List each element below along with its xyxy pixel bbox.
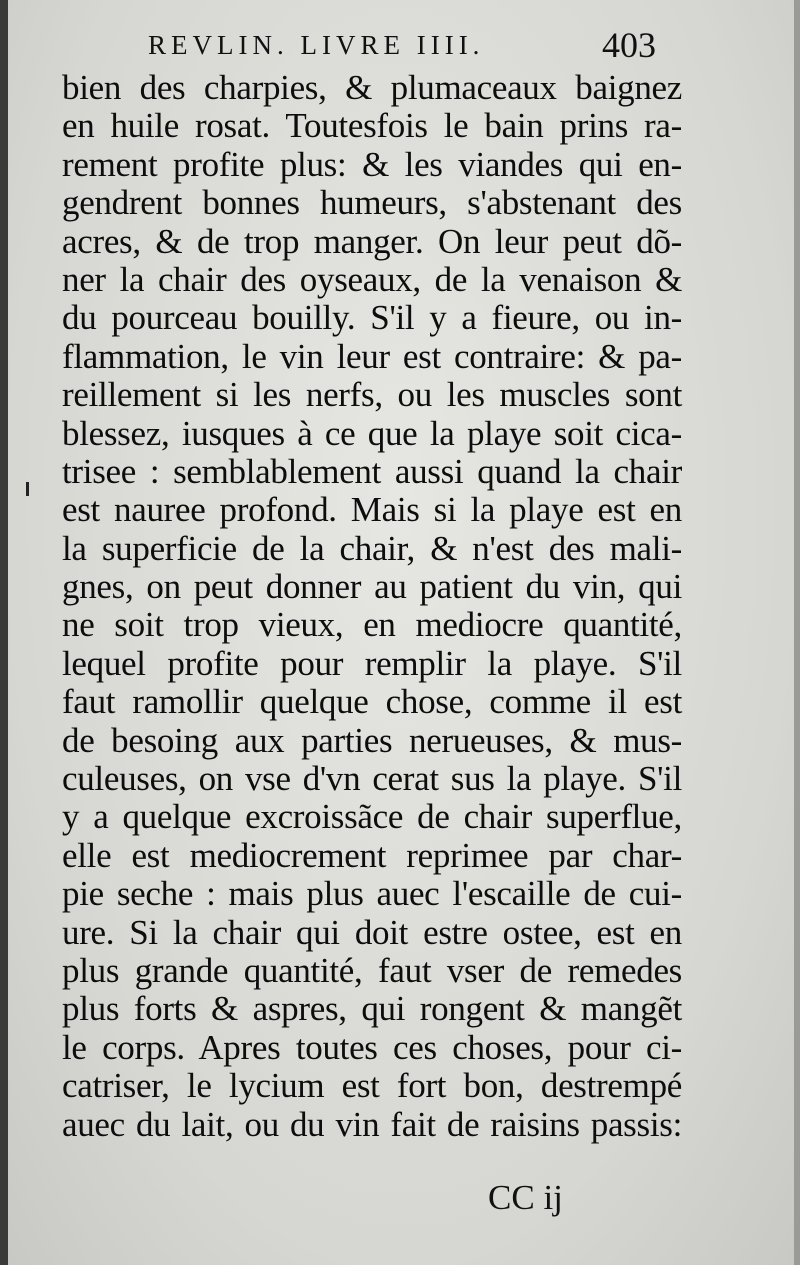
text-line: lequel profite pour remplir la playe. S'il [62, 643, 682, 683]
text-line: faut ramollir quelque chose, comme il est [62, 682, 682, 722]
page-header [8, 22, 800, 72]
signature-mark: CC ij [488, 1178, 563, 1217]
text-line: acres, & de trop manger. On leur peut dõ- [62, 221, 682, 261]
text-line: gnes, on peut donner au patient du vin, qui [62, 567, 682, 607]
text-line: le corps. Apres toutes ces choses, pour ci- [62, 1027, 682, 1067]
text-line: ne soit trop vieux, en mediocre quantité, [62, 605, 682, 645]
text-line: ner la chair des oyseaux, de la venaison & [62, 259, 682, 299]
text-line: en huile rosat. Toutesfois le bain prins ra- [62, 106, 682, 146]
body-text [62, 69, 682, 1144]
text-line: ure. Si la chair qui doit estre ostee, est en [62, 912, 682, 952]
text-line: flammation, le vin leur est contraire: & pa- [62, 336, 682, 376]
text-line: culeuses, on vse d'vn cerat sus la playe. S'il [62, 759, 682, 799]
text-line: plus forts & aspres, qui rongent & mangẽt [62, 989, 682, 1029]
text-line: rement profite plus: & les viandes qui en- [62, 144, 682, 184]
running-head: REVLIN. LIVRE IIII. [148, 30, 485, 60]
text-line: trisee : semblablement aussi quand la chair [62, 451, 682, 491]
text-line: auec du lait, ou du vin fait de raisins passis: [62, 1104, 682, 1144]
text-line: bien des charpies, & plumaceaux baignez [62, 68, 682, 107]
text-line: elle est mediocrement reprimee par char- [62, 835, 682, 875]
page-number: 403 [602, 25, 656, 65]
text-line: est nauree profond. Mais si la playe est en [62, 490, 682, 530]
text-line: reillement si les nerfs, ou les muscles sont [62, 375, 682, 415]
text-line: catriser, le lycium est fort bon, destrempé [62, 1066, 682, 1106]
text-line: blessez, iusques à ce que la playe soit cica- [62, 413, 682, 453]
text-line: pie seche : mais plus auec l'escaille de cui- [62, 874, 682, 914]
text-line: gendrent bonnes humeurs, s'abstenant des [62, 183, 682, 223]
margin-mark [26, 482, 29, 496]
text-line: du pourceau bouilly. S'il y a fieure, ou in- [62, 298, 682, 338]
text-line: la superficie de la chair, & n'est des mali- [62, 528, 682, 568]
text-line: de besoing aux parties nerueuses, & mus- [62, 720, 682, 760]
text-line: plus grande quantité, faut vser de remedes [62, 950, 682, 990]
text-line: y a quelque excroissãce de chair superflue, [62, 797, 682, 837]
